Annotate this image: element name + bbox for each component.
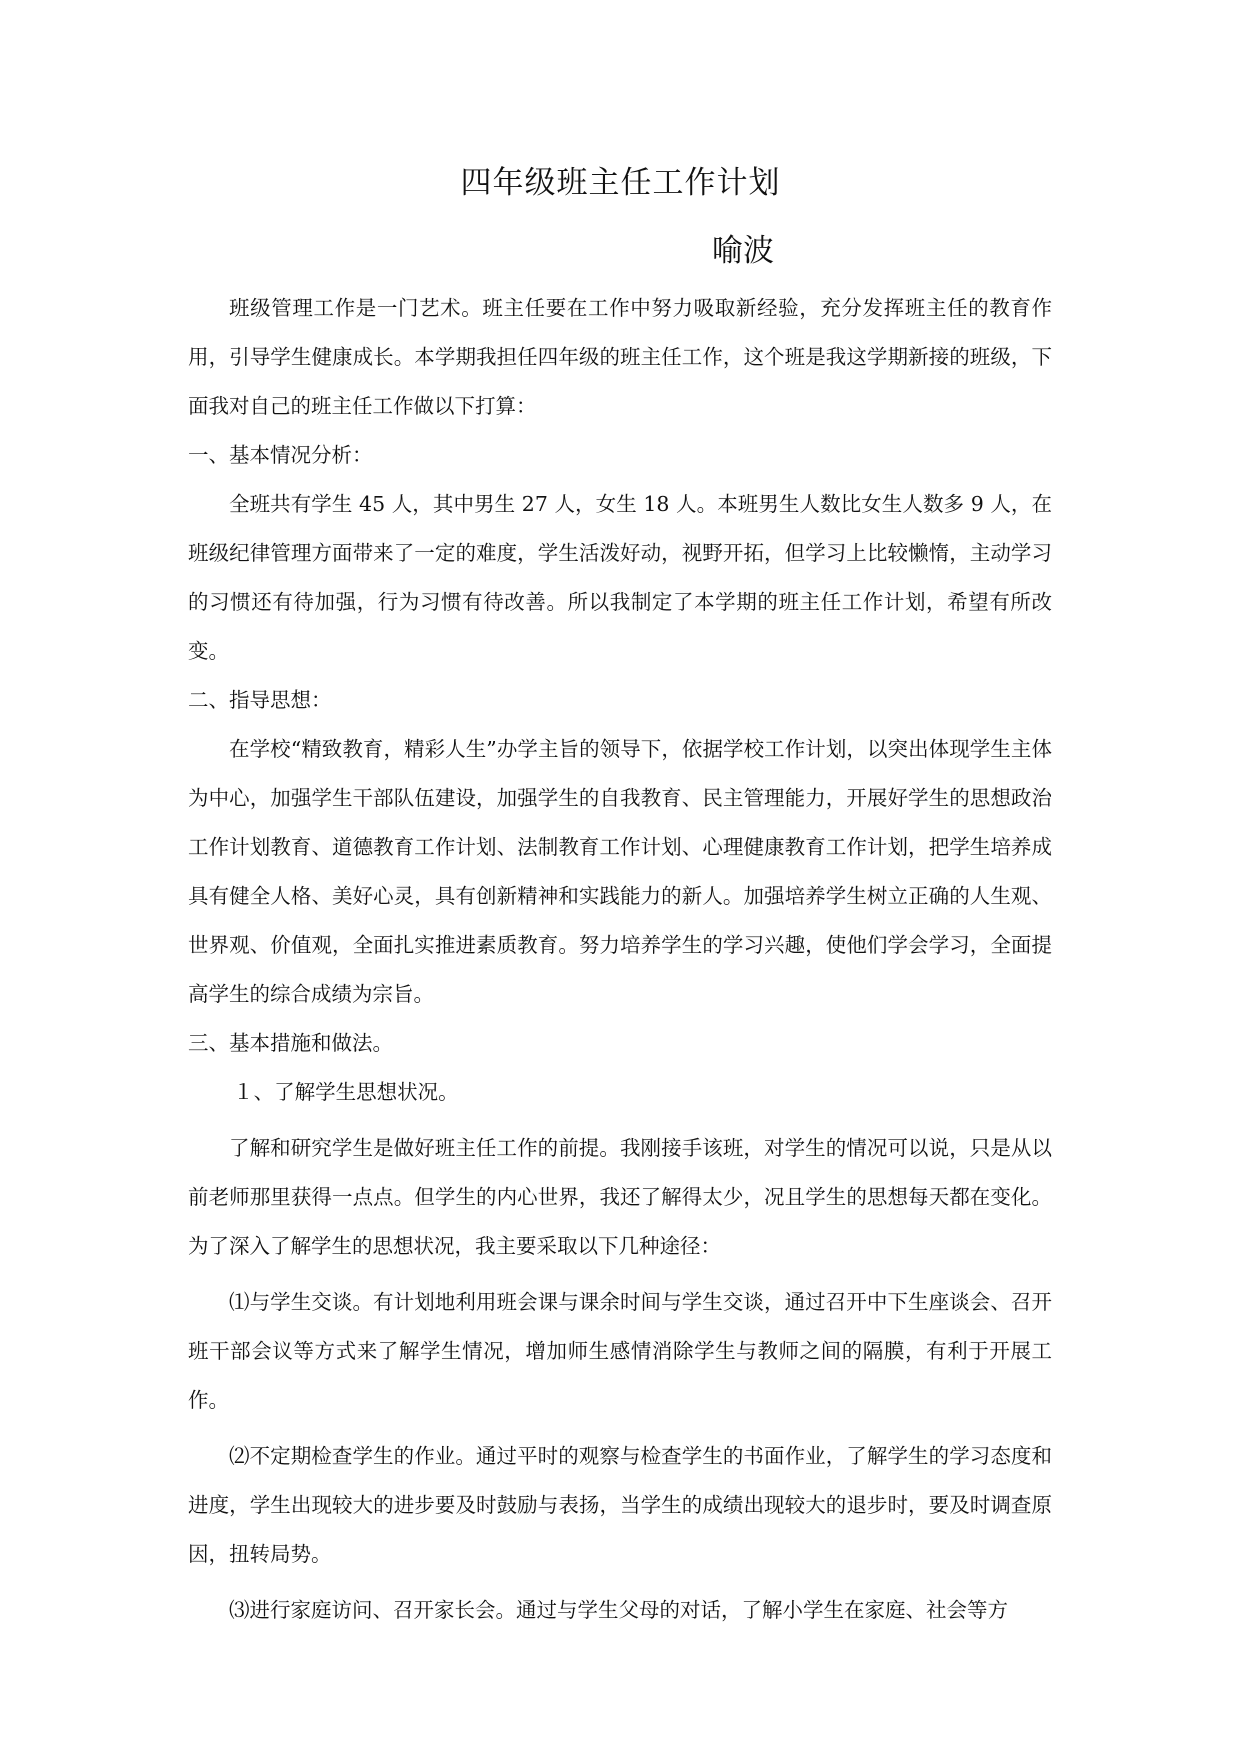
- document-author: 喻波: [712, 233, 774, 269]
- document-body: [188, 284, 1052, 1635]
- guiding-idea-paragraph: 在学校“精致教育，精彩人生”办学主旨的领导下，依据学校工作计划，以突出体现学生主体为中心，加强学生干部队伍建设，加强学生的自我教育、民主管理能力，开展好学生的思想政治工作计划教育、道德教育工作计划、法制教育工作计划、心理健康教育工作计划，把学生培养成具有健全人格、美好心灵，具有创新精神和实践能力的新人。加强培养学生树立正确的人生观、世界观、价值观，全面扎实推进素质教育。努力培养学生的学习兴趣，使他们学会学习，全面提高学生的综合成绩为宗旨。: [188, 737, 1052, 1006]
- approach-1-paragraph: ⑴与学生交谈。有计划地利用班会课与课余时间与学生交谈，通过召开中下生座谈会、召开班干部会议等方式来了解学生情况，增加师生感情消除学生与教师之间的隔膜，有利于开展工作。: [188, 1290, 1052, 1412]
- section-heading-measures: 三、基本措施和做法。: [188, 1031, 393, 1055]
- measure-item-1-paragraph: 了解和研究学生是做好班主任工作的前提。我刚接手该班，对学生的情况可以说，只是从以前老师那里获得一点点。但学生的内心世界，我还了解得太少，况且学生的思想每天都在变化。为了深入了解学生的思想状况，我主要采取以下几种途径：: [188, 1136, 1052, 1258]
- document-title: 四年级班主任工作计划: [460, 165, 781, 201]
- measure-item-1-heading: １、了解学生思想状况。: [233, 1080, 459, 1104]
- basic-situation-paragraph: 全班共有学生 45 人，其中男生 27 人，女生 18 人。本班男生人数比女生人数多 9 人，在班级纪律管理方面带来了一定的难度，学生活泼好动，视野开拓，但学习上比较懒惰，主动学习的习惯还有待加强，行为习惯有待改善。所以我制定了本学期的班主任工作计划，希望有所改变。: [188, 492, 1052, 663]
- approach-2-paragraph: ⑵不定期检查学生的作业。通过平时的观察与检查学生的书面作业，了解学生的学习态度和进度，学生出现较大的进步要及时鼓励与表扬，当学生的成绩出现较大的退步时，要及时调查原因，扭转局势。: [188, 1444, 1052, 1566]
- section-heading-guiding-idea: 二、指导思想：: [188, 688, 332, 712]
- intro-paragraph: 班级管理工作是一门艺术。班主任要在工作中努力吸取新经验，充分发挥班主任的教育作用，引导学生健康成长。本学期我担任四年级的班主任工作，这个班是我这学期新接的班级，下面我对自己的班主任工作做以下打算：: [188, 296, 1052, 418]
- approach-3-paragraph: ⑶进行家庭访问、召开家长会。通过与学生父母的对话，了解小学生在家庭、社会等方: [229, 1598, 1008, 1622]
- section-heading-basic-situation: 一、基本情况分析：: [188, 443, 373, 467]
